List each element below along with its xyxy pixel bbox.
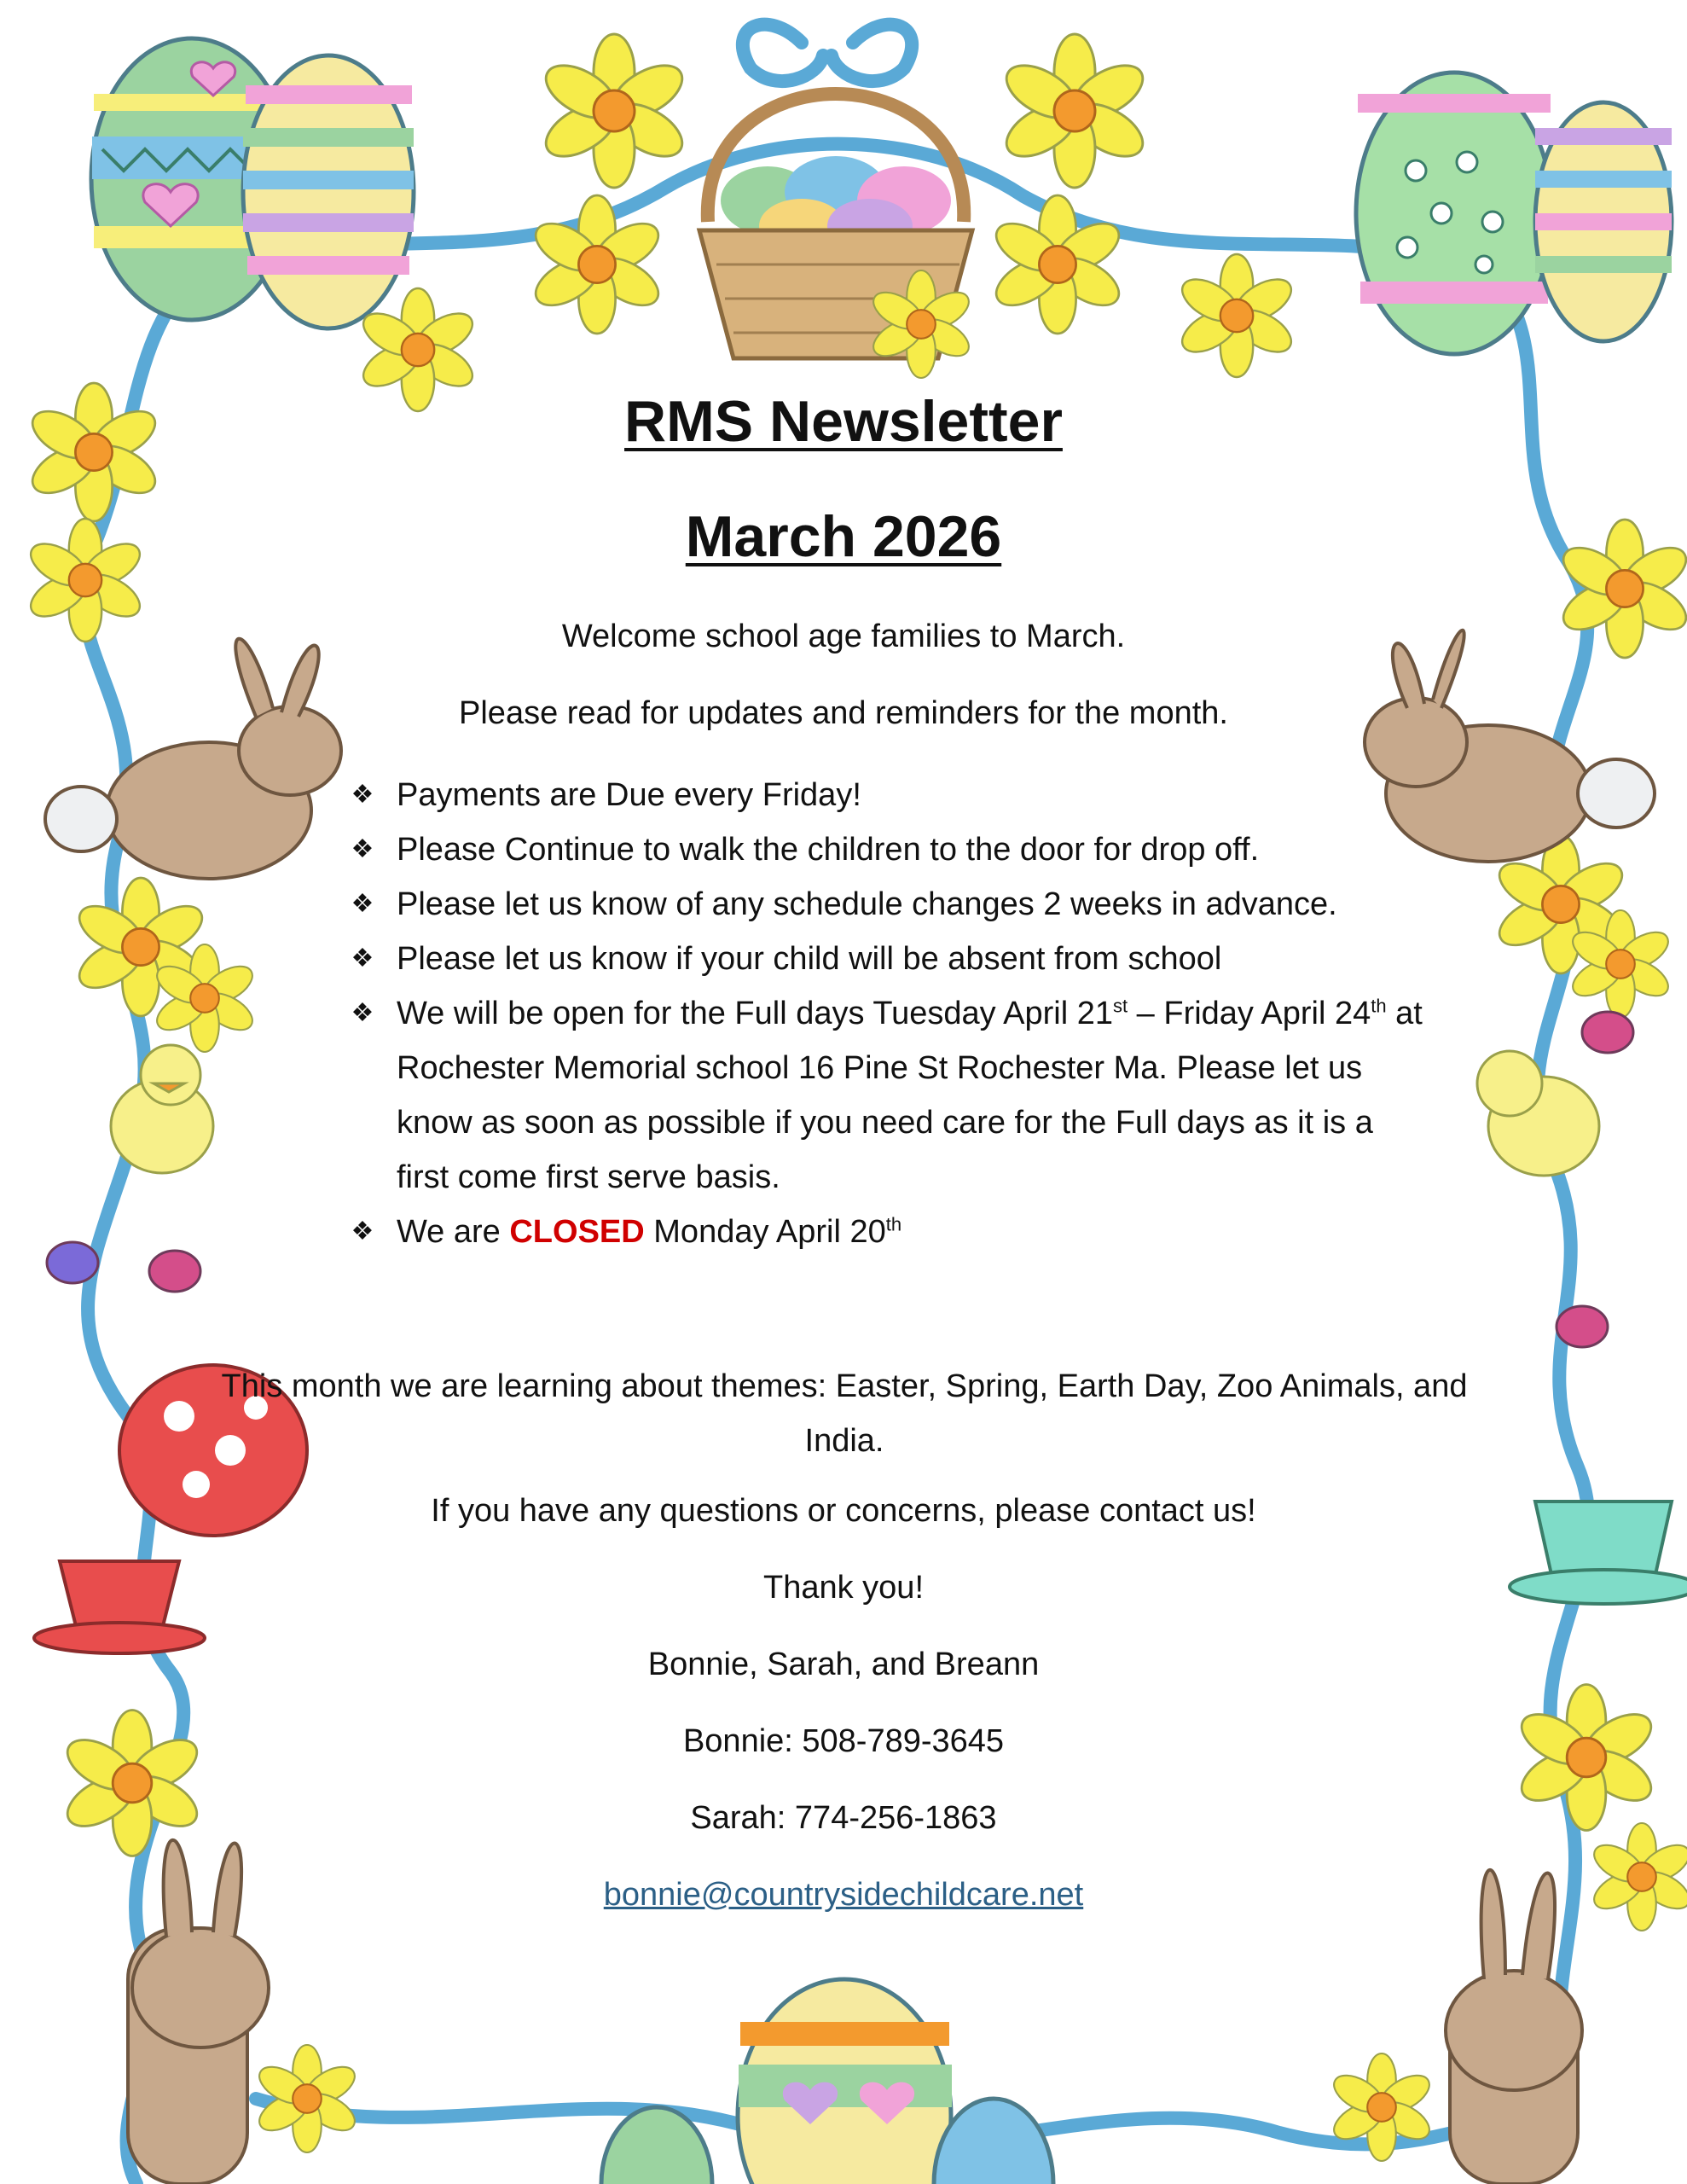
list-item [345, 986, 1497, 1205]
phone-sarah: Sarah: 774-256-1863 [690, 1800, 997, 1836]
diamond-bullet-icon: ❖ [351, 944, 374, 973]
monthly-themes: This month we are learning about themes: Easter, Spring, Earth Day, Zoo Animals, and India. [221, 1368, 1468, 1459]
list-item [345, 822, 1497, 877]
intro-read: Please read for updates and reminders for the month. [459, 695, 1228, 731]
list-item [345, 768, 1497, 822]
email-row [0, 1877, 1687, 1914]
reminder-text: Payments are Due every Friday! [397, 777, 861, 813]
newsletter-date: March 2026 [685, 504, 1002, 569]
thank-you: Thank you! [763, 1570, 924, 1606]
reminders-list [345, 768, 1497, 1259]
reminder-text: Please Continue to walk the children to the door for drop off. [397, 832, 1260, 868]
email-link[interactable]: bonnie@countrysidechildcare.net [603, 1877, 1084, 1913]
full-days-text: We will be open for the Full days Tuesday April 21st – Friday April 24th at Rochester Memorial school 16 Pine St Rochester Ma. Please let us know as soon as possible if you need care for the Full days as it is a first come first serve basis. [397, 995, 1423, 1195]
diamond-bullet-icon: ❖ [351, 890, 374, 918]
diamond-bullet-icon: ❖ [351, 999, 374, 1027]
list-item [345, 932, 1497, 986]
signature: Bonnie, Sarah, and Breann [647, 1647, 1040, 1682]
diamond-bullet-icon: ❖ [351, 1217, 374, 1246]
reminder-text: Please let us know if your child will be absent from school [397, 941, 1222, 977]
intro-welcome: Welcome school age families to March. [561, 619, 1126, 654]
newsletter-title: RMS Newsletter [624, 389, 1063, 454]
closed-notice: We are CLOSED Monday April 20th [397, 1213, 902, 1250]
list-item [345, 1205, 1497, 1259]
contact-line: If you have any questions or concerns, please contact us! [431, 1493, 1256, 1529]
diamond-bullet-icon: ❖ [351, 835, 374, 863]
list-item [345, 877, 1497, 932]
phone-bonnie: Bonnie: 508-789-3645 [682, 1723, 1005, 1759]
diamond-bullet-icon: ❖ [351, 781, 374, 809]
closed-word: CLOSED [509, 1214, 645, 1250]
reminder-text: Please let us know of any schedule changes 2 weeks in advance. [397, 886, 1337, 922]
